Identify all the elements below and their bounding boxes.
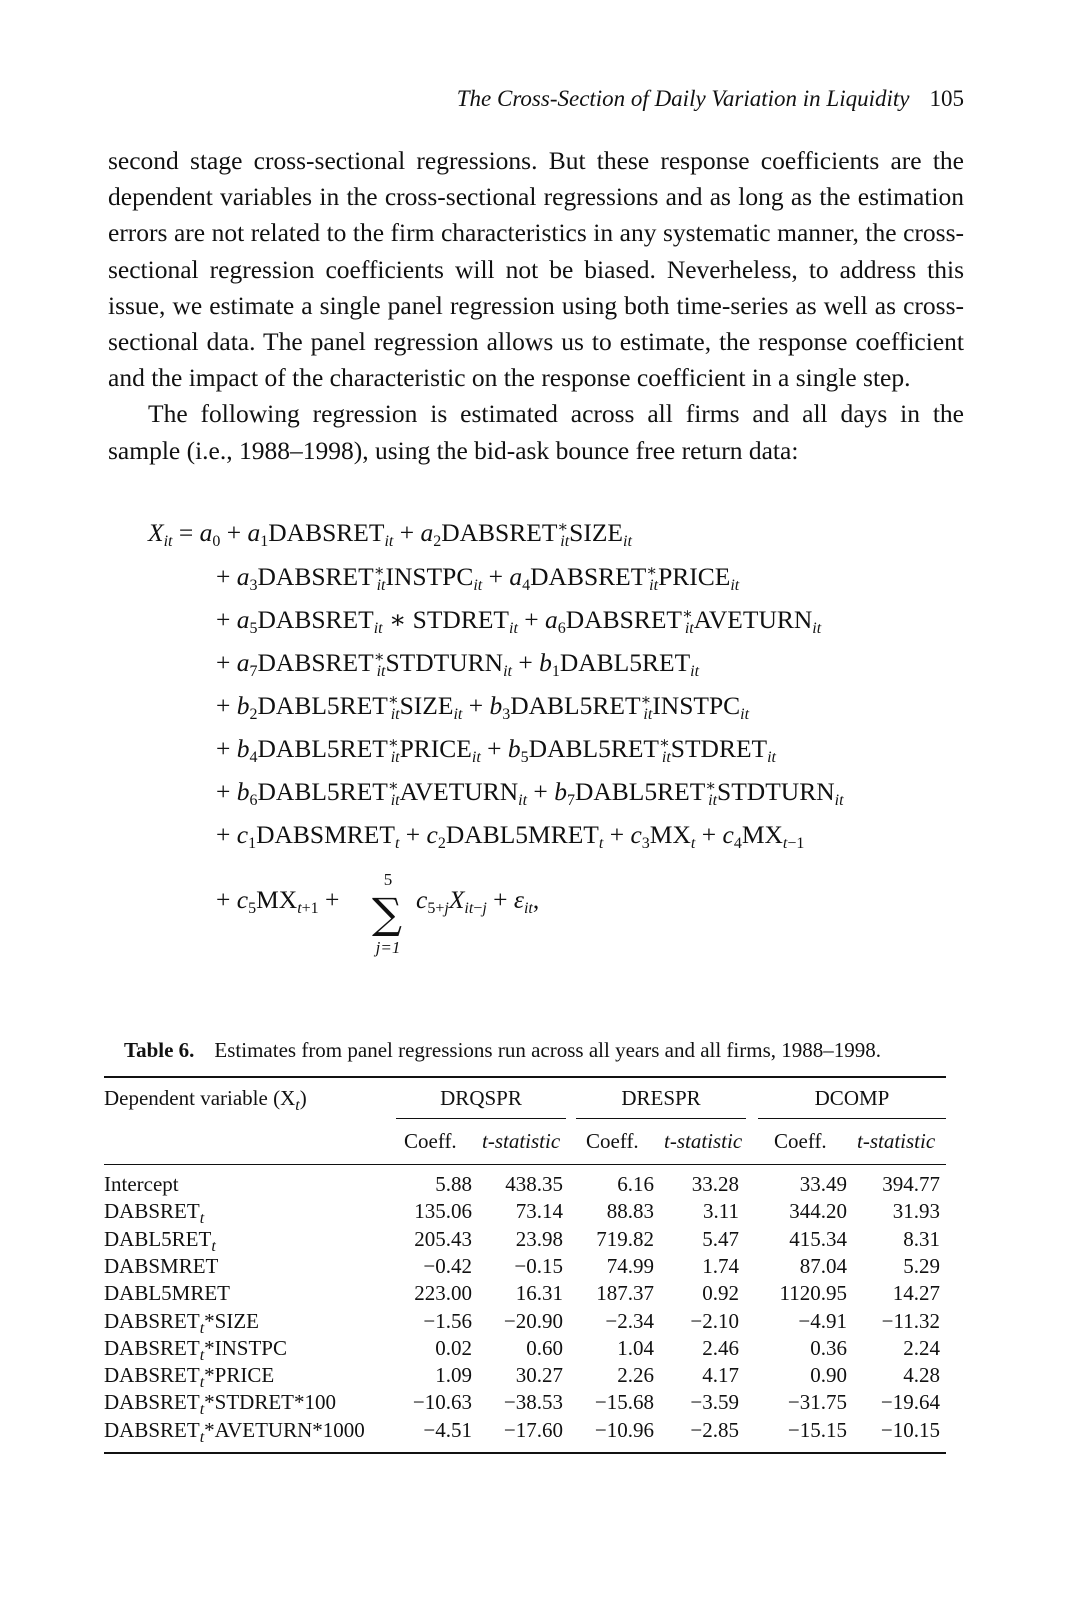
row-label: Intercept (104, 1172, 179, 1196)
body-text (108, 143, 964, 469)
table-row (104, 1417, 946, 1444)
tstat-value: 16.31 (515, 1281, 563, 1306)
coeff-value: 719.82 (596, 1226, 654, 1251)
table-row (104, 1280, 946, 1307)
equation-line: + $c_5MX_{t+1}$ + (216, 885, 340, 917)
row-label: $DABSRET_t*PRICE$ (104, 1363, 275, 1392)
table-row (104, 1335, 946, 1362)
table-row (104, 1198, 946, 1228)
equation-line: + $a_3DABSRET^∗_{it}INSTPC_{it}$ + $a_4DABSRET^∗_{it}PRICE_{it}$ (216, 562, 740, 594)
equation-line: $X_{it} = a_0$ + $a_1DABSRET_{it}$ + $a_2DABSRET^∗_{it}SIZE_{it}$ (148, 518, 632, 550)
row-label: DABL5MRET (104, 1281, 230, 1306)
table-caption-label: Table 6. (124, 1038, 195, 1062)
coeff-value: 344.20 (789, 1199, 847, 1224)
tstat-value: −38.53 (503, 1390, 563, 1415)
tstat-value: 1.74 (702, 1253, 739, 1278)
tstat-value: 438.35 (505, 1172, 563, 1196)
coeff-value: 187.37 (596, 1281, 654, 1306)
tstat-value: 3.11 (703, 1199, 739, 1224)
tstat-value: 30.27 (515, 1363, 563, 1388)
tstat-value: 4.17 (702, 1363, 739, 1388)
coeff-value: −1.56 (423, 1308, 472, 1333)
coeff-value: 135.06 (414, 1199, 472, 1224)
coeff-value: 5.88 (435, 1172, 472, 1196)
coeff-header: Coeff. (586, 1129, 639, 1153)
table-row (104, 1253, 946, 1280)
coeff-value: −15.68 (594, 1390, 654, 1415)
coeff-value: 6.16 (617, 1172, 654, 1196)
tstat-value: 4.28 (903, 1363, 940, 1388)
coeff-value: −10.63 (412, 1390, 472, 1415)
coeff-value: 1120.95 (779, 1281, 847, 1306)
tstat-value: 5.29 (903, 1253, 940, 1278)
coeff-header: Coeff. (774, 1129, 827, 1153)
row-label: $DABSRET_t*SIZE$ (104, 1308, 259, 1337)
table-row (104, 1362, 946, 1392)
row-label: $DABSRET_t*AVETURN*1000$ (104, 1417, 365, 1446)
equation-line: + $b_6DABL5RET^∗_{it}AVETURN_{it}$ + $b_7DABL5RET^∗_{it}STDTURN_{it}$ (216, 777, 844, 809)
tstat-value: −0.15 (514, 1253, 563, 1278)
group-header-drespr: DRESPR (621, 1086, 701, 1110)
coeff-value: 1.04 (617, 1335, 654, 1360)
tstat-value: 33.28 (691, 1172, 739, 1196)
running-head (457, 84, 964, 114)
tstat-value: 31.93 (892, 1199, 940, 1224)
table-row (104, 1308, 946, 1335)
coeff-value: −4.51 (423, 1417, 472, 1442)
coeff-value: −2.34 (605, 1308, 654, 1333)
equation-line: + $c_1DABSMRET_t$ + $c_2DABL5MRET_t + c_3MX_t + c_4MX_{t-1}$ (216, 820, 805, 852)
group-rule (576, 1118, 746, 1119)
tstat-value: −2.10 (690, 1308, 739, 1333)
tstat-value: −2.85 (690, 1417, 739, 1442)
table-row (104, 1389, 946, 1419)
row-label: DABSMRET (104, 1253, 219, 1278)
tstat-value: −20.90 (503, 1308, 563, 1333)
equation-line: $c_{5+j}X_{it-j} + \varepsilon_{it}$, (416, 885, 540, 917)
tstat-value: 0.60 (526, 1335, 563, 1360)
coeff-value: −31.75 (787, 1390, 847, 1415)
table-caption-text: Estimates from panel regressions run across all years and all firms, 1988–1998. (214, 1038, 882, 1062)
equation-line: + $b_2DABL5RET^∗_{it}SIZE_{it}$ + $b_3DABL5RET^∗_{it}INSTPC_{it}$ (216, 691, 750, 723)
tstat-value: 8.31 (903, 1226, 940, 1251)
tstat-header: t-statistic (664, 1129, 743, 1153)
table-top-rule (104, 1076, 946, 1078)
equation-line: + $b_4DABL5RET^∗_{it}PRICE_{it}$ + $b_5DABL5RET^∗_{it}STDRET_{it}$ (216, 734, 776, 766)
page-number: 105 (929, 86, 964, 111)
coeff-value: −0.42 (423, 1253, 472, 1278)
tstat-value: 2.24 (903, 1335, 940, 1360)
sum-upper-limit: 5 (383, 870, 393, 889)
coeff-value: 0.90 (810, 1363, 847, 1388)
coeff-value: 205.43 (414, 1226, 472, 1251)
coeff-value: 0.02 (435, 1335, 472, 1360)
group-header-dcomp: DCOMP (814, 1086, 890, 1110)
tstat-header: t-statistic (482, 1129, 561, 1153)
coeff-value: 74.99 (606, 1253, 654, 1278)
equation-line: + $a_5DABSRET_{it}$ ∗ $STDRET_{it}$ + $a_6DABSRET^∗_{it}AVETURN_{it}$ (216, 605, 822, 637)
coeff-value: −15.15 (787, 1417, 847, 1442)
row-label: $DABSRET_t*STDRET*100$ (104, 1390, 336, 1419)
tstat-value: 5.47 (702, 1226, 739, 1251)
row-label: $DABSRET_t$ (104, 1199, 205, 1228)
tstat-value: 0.92 (702, 1281, 739, 1306)
coeff-value: 415.34 (789, 1226, 847, 1251)
row-label: $DABSRET_t*INSTPC$ (104, 1335, 287, 1364)
table-caption (124, 1036, 881, 1064)
group-rule (758, 1118, 946, 1119)
equation-line: + $a_7DABSRET^∗_{it}STDTURN_{it}$ + $b_1DABL5RET_{it}$ (216, 648, 700, 680)
coeff-value: 2.26 (617, 1363, 654, 1388)
tstat-value: 73.14 (515, 1199, 563, 1224)
group-header-drqspr: DRQSPR (440, 1086, 522, 1110)
tstat-value: 2.46 (702, 1335, 739, 1360)
sigma-icon: ∑ (372, 889, 402, 938)
coeff-value: −4.91 (798, 1308, 847, 1333)
tstat-value: −3.59 (690, 1390, 739, 1415)
running-head-title: The Cross-Section of Daily Variation in Liquidity (456, 86, 910, 111)
coeff-value: 223.00 (414, 1281, 472, 1306)
table-row (104, 1171, 946, 1198)
table-header-rule (104, 1164, 946, 1165)
coeff-value: 0.36 (810, 1335, 847, 1360)
group-rule (396, 1118, 566, 1119)
paragraph: second stage cross-sectional regressions. But these response coefficients are the dependent variables in the cross-sectional regressions and as long as the estimation errors are not related to the firm characteristics in any systematic manner, the cross-sectional regression coefficients will not be biased. Neverheless, to address this issue, we estimate a single panel regression using both time-series as well as cross-sectional data. The panel regression allows us to estimate, the response coefficient and the impact of the characteristic on the response coefficient in a single step. (108, 146, 964, 393)
tstat-value: −17.60 (503, 1417, 563, 1442)
coeff-value: 87.04 (799, 1253, 847, 1278)
coeff-value: 33.49 (799, 1172, 847, 1196)
coeff-value: 88.83 (606, 1199, 654, 1224)
table-row (104, 1226, 946, 1253)
tstat-header: t-statistic (857, 1129, 936, 1153)
paragraph: The following regression is estimated across all firms and all days in the sample (i.e., 1988–1998), using the bid-ask bounce free return data: (108, 399, 964, 465)
coeff-header: Coeff. (404, 1129, 457, 1153)
tstat-value: −10.15 (880, 1417, 940, 1442)
dependent-variable-header: Dependent variable $(X_t)$ (104, 1086, 307, 1114)
table-bottom-rule (104, 1452, 946, 1454)
sum-lower-limit: j=1 (375, 938, 401, 957)
coeff-value: −10.96 (594, 1417, 654, 1442)
tstat-value: 14.27 (892, 1281, 940, 1306)
row-label: $DABL5RET_t$ (104, 1226, 216, 1255)
tstat-value: 23.98 (515, 1226, 563, 1251)
tstat-value: −11.32 (881, 1308, 940, 1333)
tstat-value: −19.64 (880, 1390, 940, 1415)
coeff-value: 1.09 (435, 1363, 472, 1388)
tstat-value: 394.77 (882, 1172, 940, 1196)
